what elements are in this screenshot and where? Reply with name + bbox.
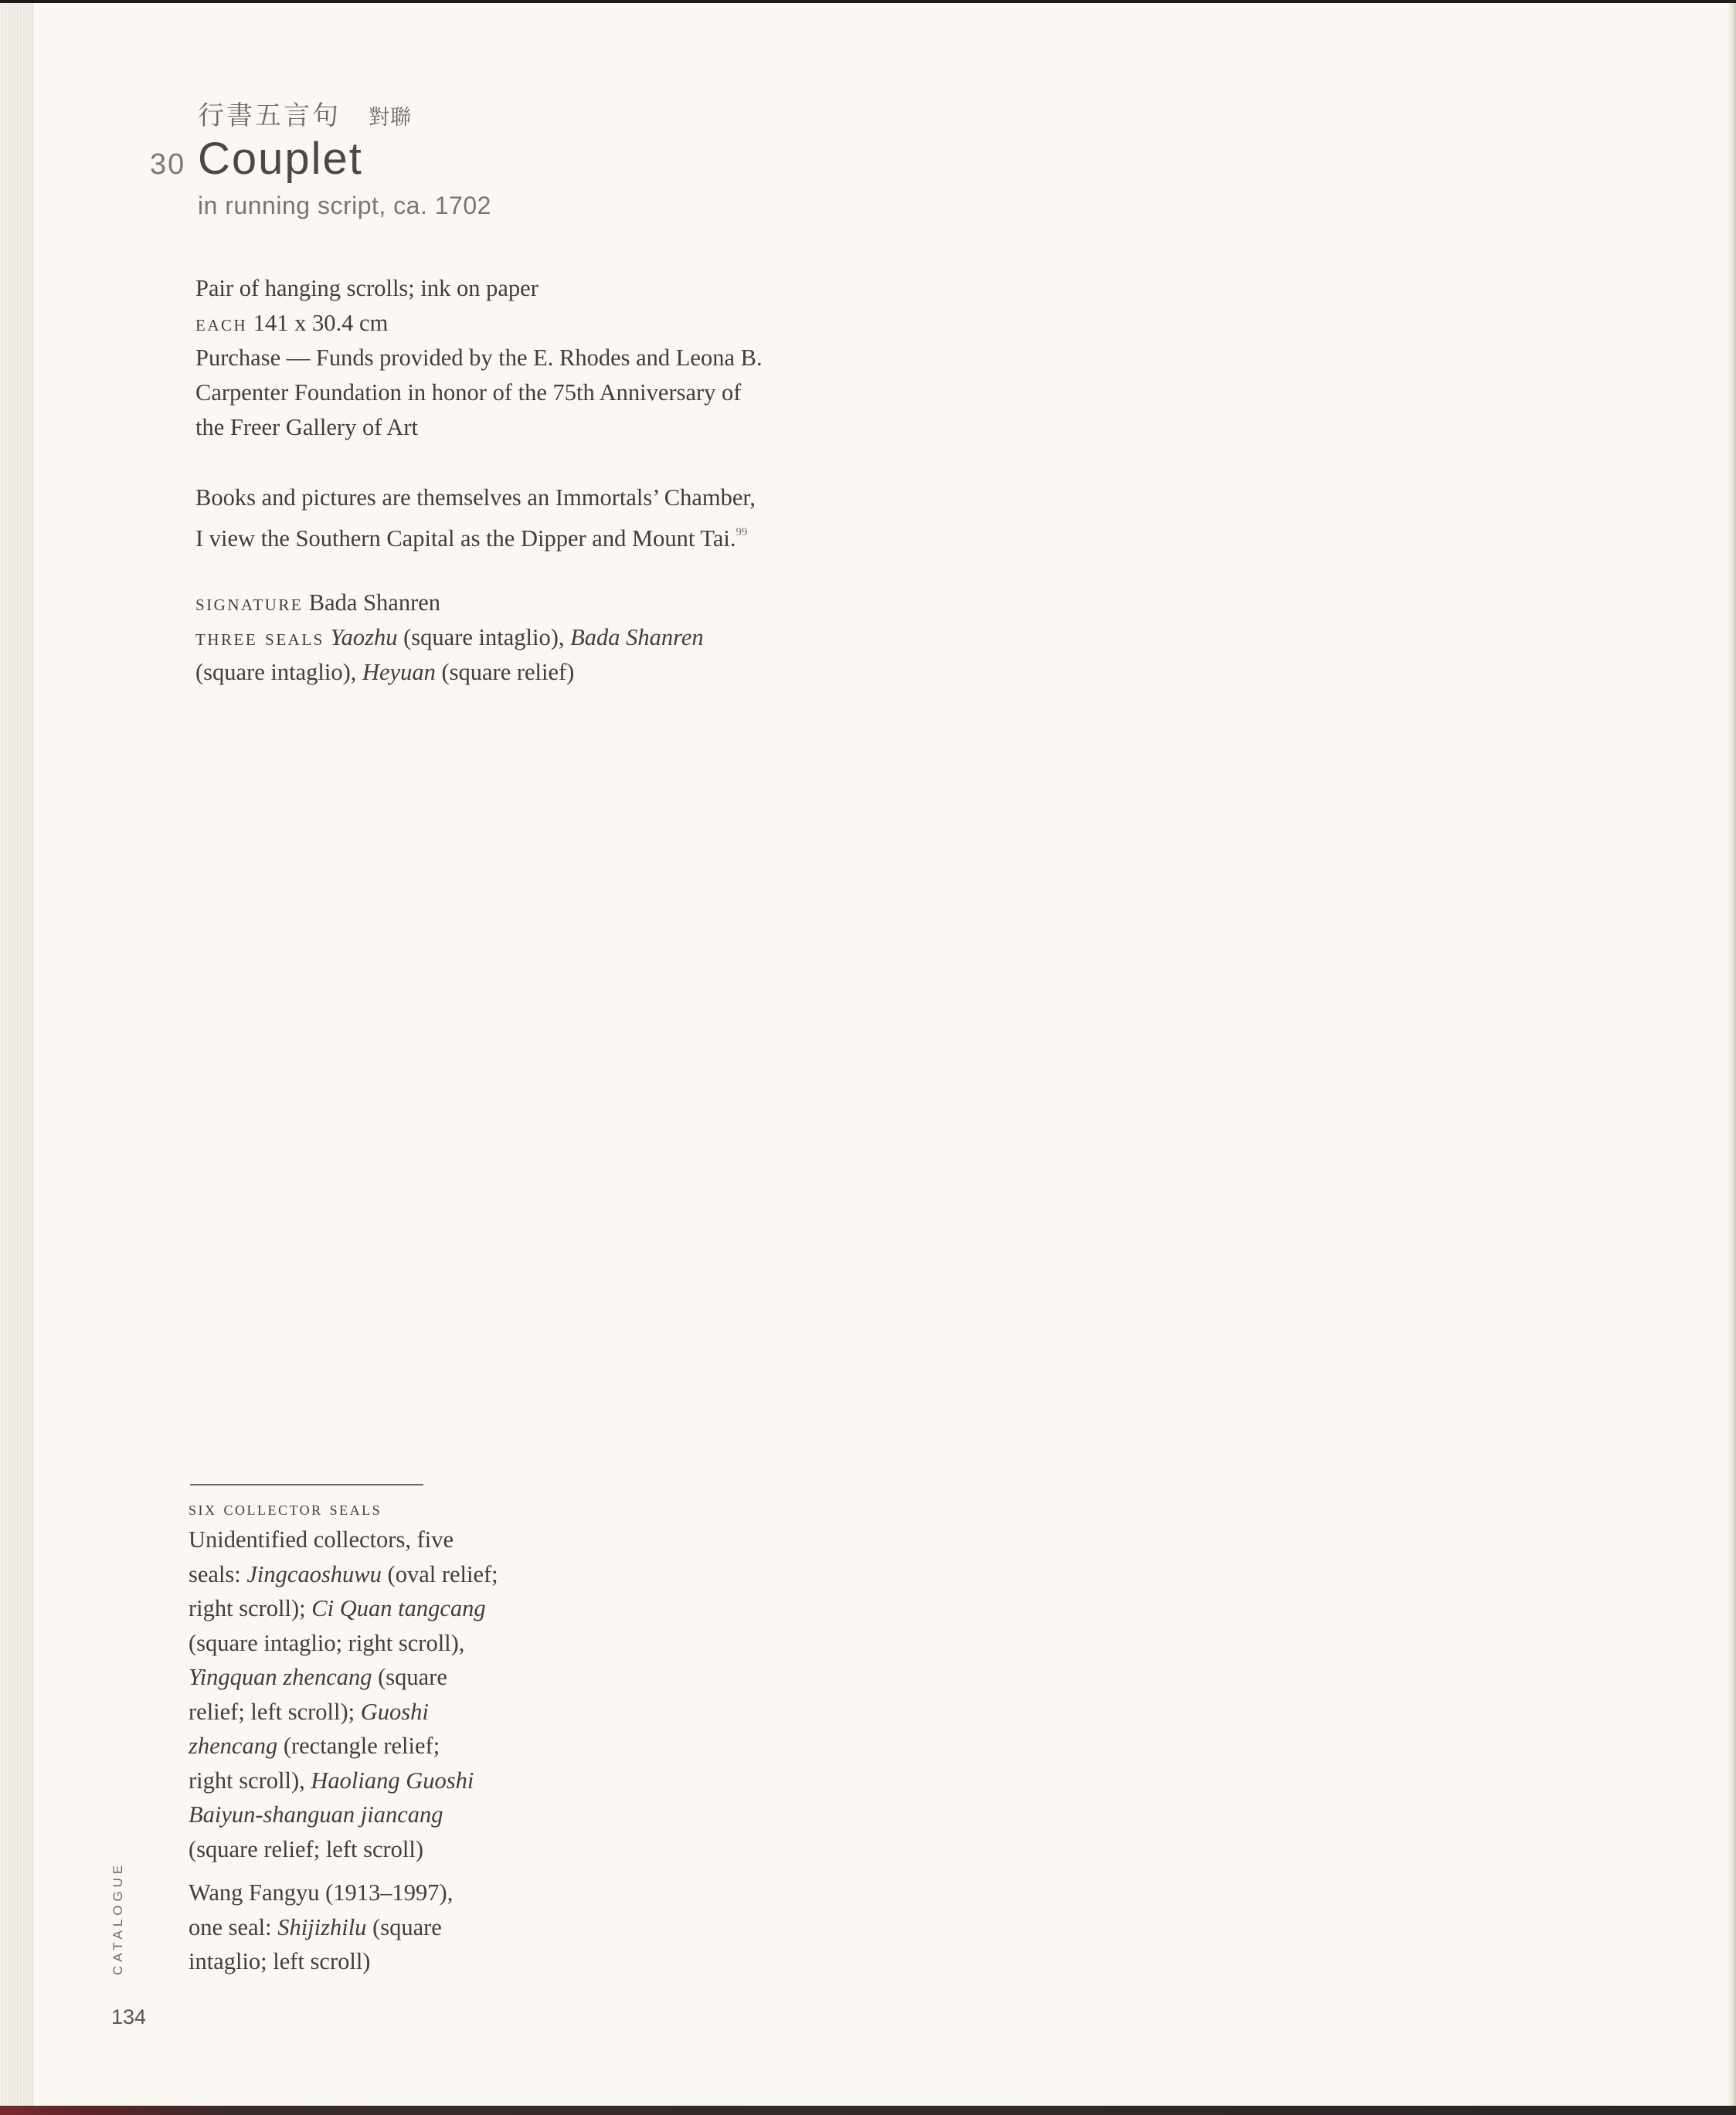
poem-translation	[195, 480, 860, 556]
dimensions-line	[195, 306, 860, 341]
book-cover-edge	[0, 2106, 1736, 2115]
poem-line: I view the Southern Capital as the Dipper and Mount Tai.$^{99}$	[195, 525, 748, 552]
footnote-marker: 99	[736, 526, 748, 538]
gutter-shadow	[1728, 0, 1736, 2106]
chinese-title	[198, 94, 412, 132]
poem-line: Books and pictures are themselves an Immortals’ Chamber,	[195, 484, 756, 511]
seals-line: three seals Yaozhu (square intaglio), Bada Shanren	[195, 624, 704, 650]
dimensions-value: 141 x 30.4 cm	[253, 310, 389, 336]
seals-line: (square intaglio), Heyuan (square relief)	[195, 659, 575, 685]
entry-title: Couplet	[198, 134, 363, 184]
dimensions-label: each	[195, 311, 248, 336]
signature-label: signature	[195, 590, 304, 616]
scan-top-edge	[0, 0, 1736, 3]
credit-line: the Freer Gallery of Art	[195, 414, 418, 440]
signature-line	[195, 586, 860, 620]
collector-seals-heading: six collector seals	[189, 1497, 382, 1519]
seals-label: three seals	[195, 625, 324, 650]
seal-name: Yaozhu	[330, 624, 398, 650]
page-stack-edge	[0, 0, 33, 2106]
collector-paragraph: Wang Fangyu (1913–1997), one seal: Shijizhilu (square intaglio; left scroll)	[189, 1879, 454, 1974]
credit-line: Carpenter Foundation in honor of the 75th Anniversary of	[195, 379, 742, 406]
medium-line: Pair of hanging scrolls; ink on paper	[195, 275, 538, 301]
signature-block	[195, 586, 860, 690]
section-label: CATALOGUE	[110, 1861, 125, 1975]
entry-subtitle: in running script, ca. 1702	[198, 192, 491, 219]
chinese-title-main: 行書五言句	[198, 100, 341, 131]
chinese-title-sub: 對聯	[369, 106, 412, 130]
divider-rule	[190, 1484, 423, 1485]
credit-line: Purchase — Funds provided by the E. Rhodes and Leona B.	[195, 345, 763, 371]
catalogue-number: 30	[150, 148, 186, 181]
seal-name: Bada Shanren	[570, 624, 704, 650]
object-details	[195, 271, 860, 445]
page-number: 134	[111, 2005, 147, 2028]
seal-name: Heyuan	[362, 659, 436, 685]
collector-paragraph: Unidentified collectors, five seals: Jingcaoshuwu (oval relief; right scroll); Ci Quan tangcang (square intaglio; right scroll), Yingquan zhencang (square relief; left scroll); Guoshi zhencang (rectangle relief; right scroll), Haoliang Guoshi Baiyun-shanguan jiancang (square relief; left scroll)	[189, 1526, 498, 1862]
collector-seals	[189, 1495, 513, 1988]
signature-value: Bada Shanren	[308, 589, 441, 616]
